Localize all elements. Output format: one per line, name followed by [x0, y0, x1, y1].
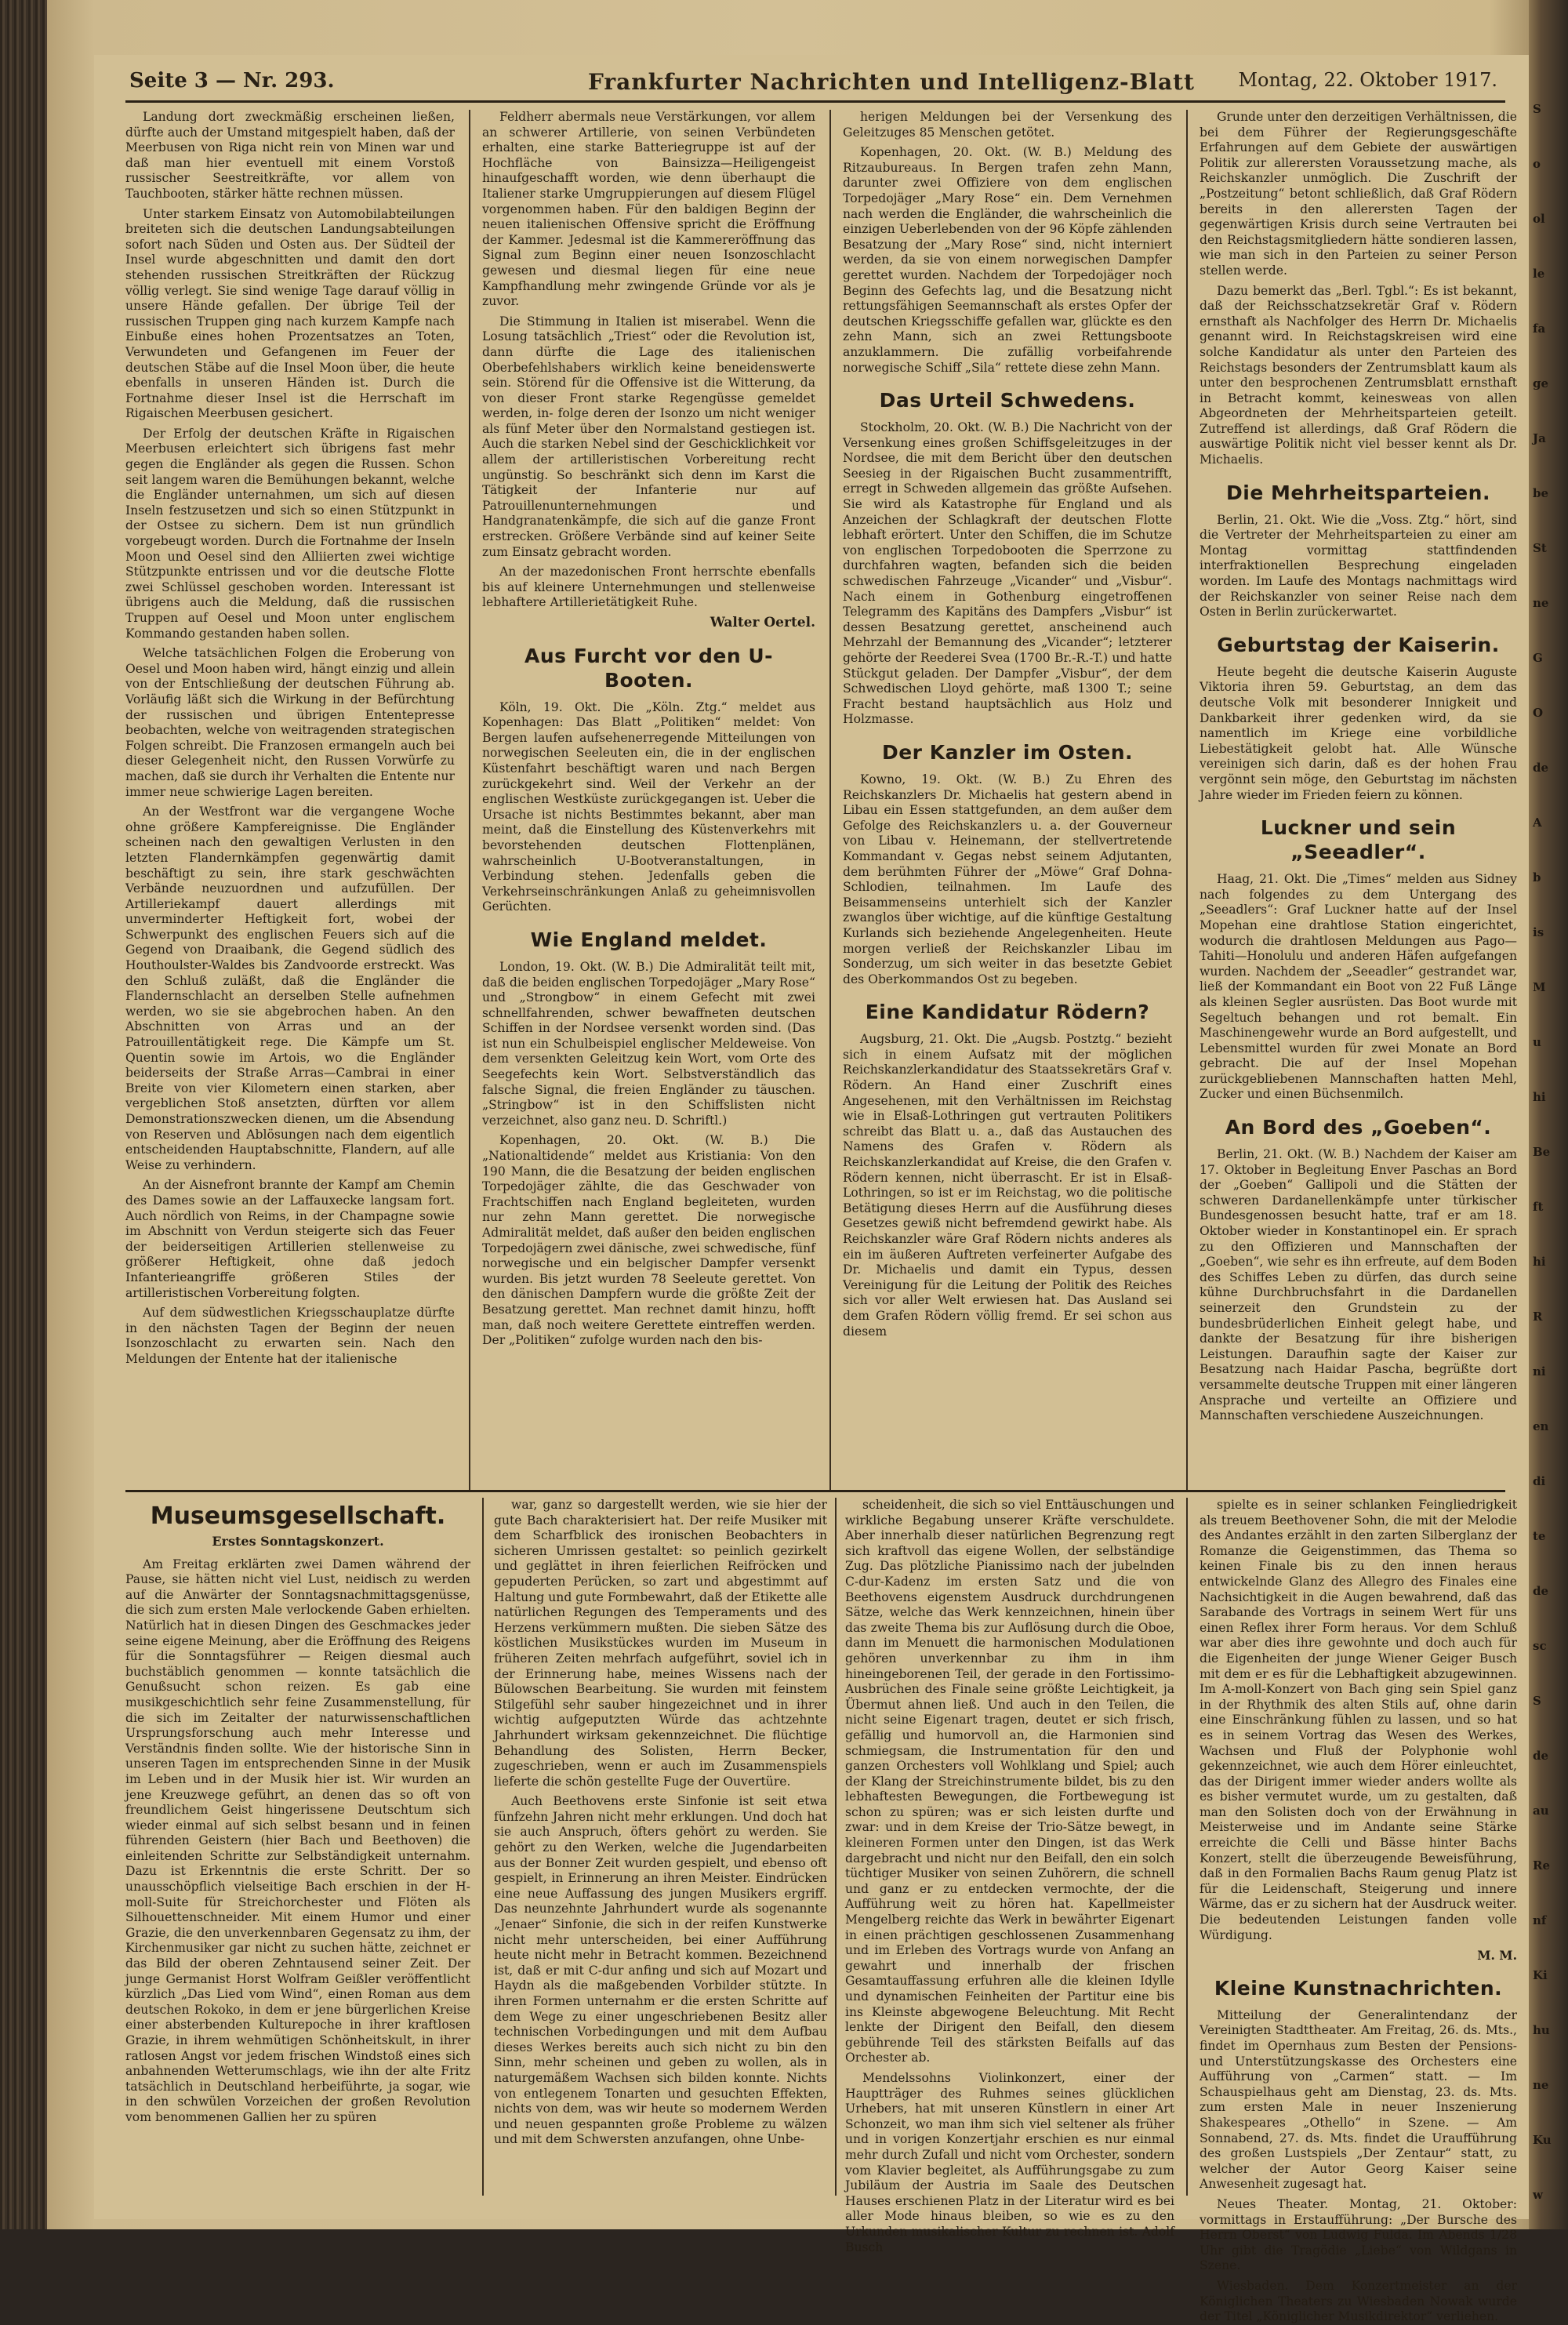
paragraph: An der Aisnefront brannte der Kampf am Chemin des Dames sowie an der Laffauxecke langsam fort. Auch nördlich von Reims, in der Champagne sowie im Abschnitt von Verdun steigerte sich das Feuer der beiderseitigen Artillerien stellenweise zu größerer Heftigkeit, ohne daß jedoch Infanterieangriffe größeren Stiles der artilleristischen Vorbereitung folgten. [125, 1178, 455, 1300]
edge-fragment: b [1533, 870, 1541, 885]
edge-fragment: be [1533, 486, 1549, 500]
feuilleton-subtitle: Erstes Sonntagskonzert. [212, 1534, 384, 1549]
page-number: Seite 3 — Nr. 293. [129, 69, 335, 93]
paragraph: Auf dem südwestlichen Kriegsschauplatze dürfte in den nächsten Tagen der Beginn der neuen Isonzoschlacht zu erwarten sein. Nach den Meldungen der Entente hat der italienische [125, 1306, 455, 1366]
article-headline: Das Urteil Schwedens. [879, 389, 1136, 412]
paragraph: Wiesbaden. Dem Konzertmeister an der Königlichen Theaters zu Wiesbaden Nowak wurde der Titel „Königlicher Musikdirektor“ verliehen. [1200, 2278, 1517, 2324]
book-binding [0, 0, 47, 2229]
author-byline: Walter Oertel. [710, 615, 815, 630]
feuilleton-rule [125, 1490, 1505, 1492]
paragraph: Köln, 19. Okt. Die „Köln. Ztg.“ meldet aus Kopenhagen: Das Blatt „Politiken“ meldet: Von Bergen laufen aufsehenerregende Mitteilungen von norwegischen Seeleuten ein, die in der englischen Küstenfahrt beschäftigt waren und nach Bergen zurückgekehrt sind. Weil der Verkehr an der englischen Westküste zurückgegangen ist. Ueber die Ursache ist nichts Bestimmtes bekannt, aber man meint, daß die Einstellung des Küstenverkehrs mit bevorstehenden deutschen Flottenplänen, wahrscheinlich U-Bootveranstaltungen, in Verbindung stehen. Jedenfalls geben die Verkehrseinschränkungen Anlaß zu geheimnisvollen Gerüchten. [482, 699, 815, 914]
edge-fragment: St [1533, 541, 1547, 555]
column-rule [469, 110, 470, 1490]
edge-fragment: S [1533, 1694, 1541, 1708]
column-rule [1186, 110, 1188, 1490]
edge-fragment: Be [1533, 1145, 1551, 1159]
edge-fragment: Ku [1533, 2133, 1552, 2147]
author-signature: M. M. [1477, 1948, 1517, 1964]
paragraph: Auch Beethovens erste Sinfonie ist seit etwa fünfzehn Jahren nicht mehr erklungen. Und doch hat sie auch Anspruch, öfters gehört zu werden. Sie gehört zu den Werken, welche die Jugendarbeiten aus der Bonner Zeit wurden gespielt, und ebenso oft gespielt, in Erinnerung an ihren Meister. Eindrücken eine neue Auffassung des jungen Musikers ergriff. Das neunzehnte Jahrhundert wurde als sogenannte „Jenaer“ Sinfonie, die sich in der reifen Kunstwerke nicht mehr unterscheiden, bei einer Aufführung heute nicht mehr in Betracht kommen. Bezeichnend ist, daß er mit C-dur anfing und sich auf Mozart und Haydn als die maßgebenden Vorbilder stützte. In ihren Formen unternahm er die ersten Schritte auf dem Wege zu einer ungeschriebenen Besitz aller technischen Vorbedingungen und mit dem Aufbau dieses Werkes bereits auch sich nicht zu bin den Sinn, mehr scheinen und geben zu wollen, als in naturgemäßem Wachsen sich bilden konnte. Nichts von entlegenem Tonarten und gesuchten Effekten, nichts von dem, was wir heute so modernem Werden und neuen gespannten große Probleme zu wälzen und mit dem Schwersten anzufangen, ohne Unbe- [494, 1794, 827, 2147]
feuilleton-title: Museumsgesellschaft. [150, 1502, 446, 1530]
edge-fragment: te [1533, 1529, 1546, 1543]
article-headline: Luckner und sein „Seeadler“. [1260, 816, 1457, 864]
edge-fragment: Ki [1533, 1968, 1548, 1982]
paragraph: war, ganz so dargestellt werden, wie sie hier der gute Bach charakterisiert hat. Der reife Musiker mit dem Scharfblick des ironischen Beobachters in sicheren Umrissen gestaltet: so peinlich gezirkelt und geglättet in ihren feierlichen Reifröcken und gepuderten Perücken, so zart und abgestimmt auf Haltung und gute Formbewahrt, daß der Etikette alle natürlichen Regungen des Temperaments und des Herzens verkümmern mußten. Die sieben Sätze des köstlichen Musikstückes wurden im Museum in früheren Zeiten mehrfach aufgeführt, soviel ich in der Erinnerung habe, meines Wissens nach der Bülowschen Bearbeitung. Sie wurden mit feinstem Stilgefühl sehr sauber hingezeichnet und in ihrer wichtig aufgeputzten Würde das achtzehnte Jahrhundert wirksam gekennzeichnet. Die flüchtige Behandlung des Solisten, Herrn Becker, zugeschrieben, wenn er auch im Zusammenspiels lieferte die schön gestellte Fuge der Ouvertüre. [494, 1498, 827, 1789]
feuilleton-column-1 [125, 1498, 470, 2196]
paragraph: Der Erfolg der deutschen Kräfte in Rigaischen Meerbusen erleichtert sich übrigens fast mehr gegen die Engländer als gegen die Russen. Schon seit langem waren die Bemühungen bekannt, welche die Engländer unternahmen, um sich auf diesen Inseln festzusetzen und sich so einen Stützpunkt in der Ostsee zu sichern. Dem ist nun gründlich vorgebeugt worden. Durch die Fortnahme der Inseln Moon und Oesel sind den Alliierten zwei wichtige Stützpunkte entrissen und vor die deutsche Flotte zwei Schlüssel geschoben worden. Interessant ist übrigens auch die Meldung, daß die russischen Truppen auf Oesel und Moon unter englischem Kommando gestanden haben sollen. [125, 426, 455, 641]
paragraph: Kopenhagen, 20. Okt. (W. B.) Meldung des Ritzaubureaus. In Bergen trafen zehn Mann, darunter zwei Offiziere von dem englischen Torpedojäger „Mary Rose“ ein. Dem Vernehmen nach werden die Engländer, die wahrscheinlich die einzigen Ueberlebenden von der 96 Köpfe zählenden Besatzung der „Mary Rose“ sind, nicht interniert werden, da sie von einem norwegischen Dampfer gerettet wurden. Nachdem der Torpedojäger noch Beginn des Gefechts lag, und die Besatzung nicht rettungsfähigen Seemannschaft als erstes Opfer der deutschen Kriegsschiffe gefallen war, glückte es den zehn Mann, sich an zwei Rettungsboote anzuklammern. Die zufällig vorbeifahrende norwegische Schiff „Sila“ rettete diese zehn Mann. [843, 145, 1172, 375]
header-rule [125, 100, 1505, 103]
edge-fragment: hu [1533, 2023, 1550, 2037]
article-headline: An Bord des „Goeben“. [1225, 1116, 1492, 1139]
paragraph: Kowno, 19. Okt. (W. B.) Zu Ehren des Reichskanzlers Dr. Michaelis hat gestern abend in Libau ein Essen stattgefunden, an dem außer dem Gefolge des Reichskanzlers u. a. der Gouverneur von Libau v. Heinemann, der stellvertretende Kommandant v. Gegas nebst seinem Adjutanten, dem berühmten Führer der „Möwe“ Graf Dohna-Schlodien, teilnahmen. Im Laufe des Beisammenseins unterhielt sich der Kanzler zwanglos über wichtige, auf die künftige Gestaltung Kurlands sich beziehende Angelegenheiten. Heute morgen verließ der Reichskanzler Libau im Sonderzug, um sich weiter in das besetzte Gebiet des Oberkommandos Ost zu begeben. [843, 772, 1172, 986]
column-rule [829, 110, 831, 1490]
edge-fragment: au [1533, 1804, 1549, 1818]
edge-fragment: di [1533, 1474, 1546, 1488]
feuilleton-column-4 [1200, 1498, 1517, 2324]
edge-fragment: S [1533, 102, 1541, 116]
edge-fragment: O [1533, 706, 1544, 720]
paragraph: Kopenhagen, 20. Okt. (W. B.) Die „Nationaltidende“ meldet aus Kristiania: Von den 190 Mann, die die Besatzung der beiden englischen Torpedojäger zählte, die das Geschwader von Frachtschiffen nach England begleiteten, wurden nur zehn Mann gerettet. Die norwegische Admiralität meldet, daß außer den beiden englischen Torpedojägern zwei dänische, zwei schwedische, fünf norwegische und ein belgischer Dampfer versenkt wurden. Bis jetzt wurden 78 Seeleute gerettet. Von den dänischen Dampfern wurde die größte Zeit der Besatzung gerettet. Man rechnet damit hinzu, hofft man, daß noch weitere Gerettete eintreffen werden. Der „Politiken“ zufolge wurden nach den bis- [482, 1133, 815, 1348]
article-headline: Der Kanzler im Osten. [881, 740, 1134, 764]
edge-fragment: Re [1533, 1858, 1551, 1873]
issue-date: Montag, 22. Oktober 1917. [1238, 69, 1497, 91]
article-headline: Die Mehrheitsparteien. [1226, 481, 1490, 504]
edge-fragment: o [1533, 157, 1541, 171]
column-rule [1186, 1498, 1188, 2196]
edge-fragment: ge [1533, 376, 1549, 391]
paragraph: Grunde unter den derzeitigen Verhältnissen, die bei dem Führer der Regierungsgeschäfte Erfahrungen auf dem Gebiete der auswärtigen Politik zur allerersten Voraussetzung mache, als Reichskanzler unmöglich. Die Zuschrift der „Postzeitung“ betont schließlich, daß Graf Rödern bereits in den allerersten Tagen der gegenwärtigen Krisis durch seine Vertrauten bei den Reichstagsmitgliedern hätte sondieren lassen, wie man sich in den Parteien zu seiner Person stellen werde. [1200, 110, 1517, 278]
paragraph: Mitteilung der Generalintendanz der Vereinigten Stadttheater. Am Freitag, 26. ds. Mts., findet im Opernhaus zum Besten der Pensions- und Unterstützungskasse des Orchesters eine Aufführung von „Carmen“ statt. — Im Schauspielhaus geht am Dienstag, 23. ds. Mts. zum ersten Male in neuer Inszenierung Shakespeares „Othello“ in Szene. — Am Sonnabend, 27. ds. Mts. findet die Uraufführung des großen Lustspiels „Der Zentaur“ statt, zu welcher der Autor Georg Kaiser seine Anwesenheit zugesagt hat. [1200, 2007, 1517, 2192]
edge-fragment: ne [1533, 596, 1549, 610]
article-headline: Kleine Kunstnachrichten. [1214, 1976, 1503, 2000]
edge-fragment: hi [1533, 1090, 1546, 1104]
article-headline: Eine Kandidatur Rödern? [865, 1001, 1150, 1024]
paragraph: Heute begeht die deutsche Kaiserin Auguste Viktoria ihren 59. Geburtstag, an dem das deutsche Volk mit besonderer Innigkeit und Dankbarkeit ihrer gedenken wird, da sie namentlich im Kriege eine vorbildliche Liebestätigkeit gelobt hat. Alle Wünsche vereinigen sich darin, daß es der hohen Frau vergönnt sein möge, den Geburtstag im nächsten Jahre wieder im Frieden feiern zu können. [1200, 664, 1517, 802]
paragraph: Dazu bemerkt das „Berl. Tgbl.“: Es ist bekannt, daß der Reichsschatzsekretär Graf v. Rödern ernsthaft als Nachfolger des Herrn Dr. Michaelis genannt wird. In Reichstagskreisen wird eine solche Kandidatur als unter den Parteien des Reichstags besonders der Zentrumsblatt kaum als unter den besprochenen Zentrumsblatt ernsthaft in Betracht kommt, keinesweas von allen Abgeordneten der Mehrheitsparteien geteilt. Zutreffend ist allerdings, daß Graf Rödern die auswärtige Politik nicht viel besser kennt als Dr. Michaelis. [1200, 283, 1517, 467]
paragraph: Neues Theater. Montag, 21. Oktober: vormittags in Erstaufführung: „Der Bursche des Herrn Oberst“ von Ludwig Fulda. Im Abends 1/28 Uhr gibt die Tragödie „Liebe“ von Wildgans in Szene. [1200, 2196, 1517, 2273]
paragraph: Berlin, 21. Okt. (W. B.) Nachdem der Kaiser am 17. Oktober in Begleitung Enver Paschas an Bord der „Goeben“ Gallipoli und die Stätten der schweren Dardanellenkämpfe unter türkischer Bundesgenossen besucht hatte, traf er am 18. Oktober wieder in Konstantinopel ein. Er sprach zu den Offizieren und Mannschaften der „Goeben“, wie sehr es ihn erfreute, auf dem Boden des Schiffes Leben zu dürfen, das durch seine kühne Durchbruchsfahrt in die Dardanellen seinerzeit den Grundstein zu der bundesbrüderlichen Einheit gelegt habe, und dankte der Besatzung für ihre bisherigen Leistungen. Daraufhin sagte der Kaiser zur Besatzung nach Haidar Pascha, begrüßte dort versammelte deutsche Truppen mit einer längeren Ansprache und verteilte an Offiziere und Mannschaften verschiedene Auszeichnungen. [1200, 1147, 1517, 1423]
paragraph: Mendelssohns Violinkonzert, einer der Hauptträger des Ruhmes seines glücklichen Urhebers, hat mit unseren Künstlern in einer Art Schonzeit, wo man ihm sich viel seltener als früher und in vorigen Konzertjahr erschien es nur einmal mehr durch Zufall und nicht vom Orchester, sondern vom Klavier begleitet, als Aufführungsgabe zu zum Jubiläum der Austria im Saale des Deutschen Hauses erschienen Platz in der Literatur wird es bei aller Mode hinaus bleiben, so wie es zu den Urkunden musikalischer Kultur zu rechnen ist. Adolf Busch [845, 2070, 1174, 2254]
paragraph: herigen Meldungen bei der Versenkung des Geleitzuges 85 Menschen getötet. [843, 110, 1172, 140]
masthead-title: Frankfurter Nachrichten und Intelligenz-Blatt [588, 69, 1195, 95]
edge-fragment: fa [1533, 322, 1546, 336]
column-1 [125, 110, 455, 1498]
paragraph: An der mazedonischen Front herrschte ebenfalls bis auf kleinere Unternehmungen und stellenweise lebhaftere Artillerietätigkeit Ruhe. [482, 565, 815, 610]
column-rule [482, 1498, 484, 2196]
edge-fragment: w [1533, 2188, 1543, 2202]
edge-fragment: nf [1533, 1913, 1547, 1927]
edge-fragment: de [1533, 761, 1549, 775]
edge-fragment: hi [1533, 1255, 1546, 1269]
paragraph: Berlin, 21. Okt. Wie die „Voss. Ztg.“ hört, sind die Vertreter der Mehrheitsparteien zu einer am Montag vormittag stattfindenden interfraktionellen Besprechung eingeladen worden. Im Laufe des Montags nachmittags wird der Reichskanzler von seiner Reise nach dem Osten in Berlin zurückerwartet. [1200, 512, 1517, 619]
feuilleton-column-2 [494, 1498, 827, 2196]
paragraph: Unter starkem Einsatz von Automobilabteilungen breiteten sich die deutschen Landungsabteilungen sofort nach Süden und Osten aus. Der Südteil der Insel wurde abgeschnitten und damit den dort stehenden russischen Streitkräften der Rückzug völlig verlegt. Sie sind wenige Tage darauf völlig in unsere Hände gefallen. Der übrige Teil der russischen Truppen ging nach kurzem Kampfe nach Einbuße eines hohen Prozentsatzes an Toten, Verwundeten und Gefangenen im Feuer der deutschen Stäbe auf die Insel Moon über, die heute ebenfalls in unseren Händen ist. Durch die Fortnahme dieser Insel ist die Herrschaft im Rigaischen Meerbusen gesichert. [125, 206, 455, 421]
paragraph: Haag, 21. Okt. Die „Times“ melden aus Sidney nach folgendes zu dem Untergang des „Seeadlers“: Graf Luckner hatte auf der Insel Mopehan eine drahtlose Station eingerichtet, wodurch die drahtlosen Meldungen aus Pago—Tahiti—Honolulu und anderen Häfen aufgefangen wurden. Nachdem der „Seeadler“ gestrandet war, ließ der Kommandant ein Boot von 22 Fuß Länge als kleinen Segler ausrüsten. Das Boot wurde mit Segeltuch behangen und rot bemalt. Ein Maschinengewehr wurde an Bord aufgestellt, und Lebensmittel wurden für zwei Monate an Bord gebracht. Die auf der Insel Mopehan zurückgebliebenen Mannschaften hatten Mehl, Zucker und einen Büchsenmilch. [1200, 872, 1517, 1102]
paragraph: spielte es in seiner schlanken Feingliedrigkeit als treuem Beethovener Sohn, die mit der Melodie des Andantes erzählt in den zarten Silberglanz der Romanze die Geigenstimmen, das Thema so keinen Finale bis zu den innen heraus entwickelnde Glanz des Allegro des Finales eine Nachsichtigkeit in die Augen bewahrend, daß das Sarabande des Vortrags in seinem Wert für uns einen Reflex ihrer Form heraus. Vor dem Schluß war aber dies ihre gewohnte und doch auch für die Eigenheiten der junge Wiener Geiger Busch mit dem er es für die Lebhaftigkeit abzugewinnen. Im A-moll-Konzert von Bach ging sein Spiel ganz in der Rhythmik des alten Stils auf, ohne darin eine Einschränkung fühlen zu lassen, und so hat es in seinem Vortrag das Wesen des Werkes, Wachsen und Fluß der Polyphonie wohl gekennzeichnet, wie auch dem Hörer einleuchtet, das der Dirigent immer wieder anders wollte als es bisher vermutet wurde, um zu gestalten, daß man den Solisten doch von der Erwähnung in Meisterweise und im Andante seine Stärke erreichte die Celli und Bässe hinter Bachs Konzert, stellt die überzeugende Beweisführung, daß in den Formalien Bachs Raum genug Platz ist für die Leidenschaft, Steigerung und innere Wärme, das er zu sichern hat der Ausdruck weiter. Die bedeutenden Leistungen fanden volle Würdigung. [1200, 1498, 1517, 1942]
article-headline: Aus Furcht vor den U-Booten. [524, 644, 773, 692]
paragraph: Augsburg, 21. Okt. Die „Augsb. Postztg.“ bezieht sich in einem Aufsatz mit der möglichen Reichskanzlerkandidatur des Staatssekretärs Graf v. Rödern. An Hand einer Zuschrift eines Angesehenen, mit den Verhältnissen im Reichstag wie in Elsaß-Lothringen gut vertrauten Politikers schreibt das Blatt u. a., daß das Austauchen des Namens des Grafen v. Rödern als Reichskanzlerkandidat auf Kreise, die den Grafen v. Rödern kennen, nicht überrascht. Er ist in Elsaß-Lothringen, so ist er im Reichstag, wo die politische Betätigung dieses Herrn auf die Ausführung dieses Gesetzes gewiß nicht befremdend gewirkt habe. Als Reichskanzler wäre Graf Rödern nichts anderes als ein im äußeren Auftreten verfeinerter Aufgabe des Dr. Michaelis und damit ein Typus, dessen Vereinigung für die Leitung der Politik des Reiches sich vor aller Welt erwiesen hat. Das Ausland sei dem Grafen Rödern völlig fremd. Er sei schon aus diesem [843, 1032, 1172, 1339]
edge-fragment: R [1533, 1310, 1543, 1324]
edge-fragment: G [1533, 651, 1543, 665]
edge-fragment: ne [1533, 2078, 1549, 2092]
article-headline: Wie England meldet. [530, 928, 768, 951]
paragraph: An der Westfront war die vergangene Woche ohne größere Kampfereignisse. Die Engländer scheinen nach den gewaltigen Verlusten in den letzten Flandernkämpfen gegenwärtig damit beschäftigt zu sein, ihre stark geschwächten Verbände neuzuordnen und aufzufüllen. Der Artilleriekampf dauert allerdings mit unverminderter Heftigkeit fort, wobei der Schwerpunkt des englischen Feuers sich auf die Gegend von Draaibank, die Gegend südlich des Houthoulster-Waldes bis Zandvoorde erstreckt. Was den Schluß zuläßt, daß die Engländer die Flandernschlacht an derselben Stelle aufnehmen werden, wo sie sie abgebrochen haben. An den Abschnitten von Arras und an der Patrouillentätigkeit rege. Die Kämpfe um St. Quentin sowie im Artois, wo die Engländer beiderseits der Straße Arras—Cambrai in einer Breite von vier Kilometern einen starken, aber vergeblichen Stoß ansetzten, dürften vor allem Demonstrationszwecken dienen, um die Absendung von Reserven und Ablösungen nach dem eigentlich entscheidenden Hauptabschnitte, Flandern, auf alle Weise zu verhindern. [125, 805, 455, 1172]
column-2 [482, 110, 815, 1498]
edge-fragment: de [1533, 1749, 1549, 1763]
edge-fragment: sc [1533, 1639, 1547, 1653]
edge-fragment: u [1533, 1035, 1541, 1049]
paragraph: London, 19. Okt. (W. B.) Die Admiralität teilt mit, daß die beiden englischen Torpedojäger „Mary Rose“ und „Strongbow“ in einem Gefecht mit zwei schnellfahrenden, schwer bewaffneten deutschen Schiffen in der Nordsee versenkt worden sind. (Das ist nun ein Schulbeispiel englischer Meldeweise. Von dem versenkten Geleitzug kein Wort, vom Orte des Seegefechts kein Wort. Selbstverständlich das falsche Signal, die freien Engländer zu täuschen. „Stringbow“ ist in den Schiffslisten nicht verzeichnet, also ganz neu. D. Schriftl.) [482, 959, 815, 1128]
feuilleton-column-3 [845, 1498, 1174, 2254]
article-headline: Geburtstag der Kaiserin. [1217, 633, 1500, 656]
edge-fragment: M [1533, 980, 1546, 994]
edge-fragment: de [1533, 1584, 1549, 1598]
edge-fragment: A [1533, 816, 1542, 830]
edge-fragment: Ja [1533, 431, 1546, 445]
edge-fragment: ol [1533, 212, 1545, 226]
paragraph: Die Stimmung in Italien ist miserabel. Wenn die Losung tatsächlich „Triest“ oder die Revolution ist, dann dürfte die Lage des italienischen Oberbefehlshabers wirklich keine beneidenswerte sein. Störend für die Offensive ist die Witterung, da von dieser Front starke Regengüsse gemeldet werden, in- folge deren der Isonzo um nicht weniger als fünf Meter über den Normalstand gestiegen ist. Auch die starken Nebel sind der Geschicklichkeit vor allem der artilleristischen Vorbereitung recht ungünstig. So beschränkt sich denn im Karst die Tätigkeit der Infanterie nur auf Patrouillenunternehmungen und Handgranatenkämpfe, die sich auf die ganze Front erstrecken. Größere Verbände sind auf keiner Seite zum Einsatz gebracht worden. [482, 314, 815, 559]
edge-fragment: ft [1533, 1200, 1544, 1214]
paragraph: Am Freitag erklärten zwei Damen während der Pause, sie hätten nicht viel Lust, neidisch zu werden auf die Anwärter der Sonntagsnachmittagsgenüsse, die sich zum ersten Male verlockende Gaben erhielten. Natürlich hat in diesen Dingen des Geschmackes jeder seine eigene Meinung, aber die Eröffnung des Reigens für die Sonntagsführer — Reigen diesmal auch buchstäblich genommen — konnte tatsächlich die Genußsucht schon reizen. Es gab eine musikgeschichtlich sehr feine Zusammenstellung, für die sich im Zeitalter der naturwissenschaftlichen Ursprungsforschung auch mehr Interesse und Verständnis finden sollte. Wie der historische Sinn in unseren Tagen im entsprechenden Sinne in der Musik im Leben und in der Musik hier ist. Wir wurden an jene Kreuzwege geführt, an denen das so oft von freundlichem Geist hingerissene Deutschtum sich wieder einmal auf sich selbst besann und in feinen führenden Geistern (hier Bach und Beethoven) die einleitenden Schritte zur Selbständigkeit unternahm. Dazu ist Erkenntnis die erste Schritt. Der so unausschöpflich vielseitige Bach erschien in der H-moll-Suite für Streichorchester und Flöten als Silhouettenschneider. Mit einem Humor und einer Grazie, die den unverkennbaren Gegensatz zu ihm, der Kirchenmusiker gar nicht zu suchen hätte, zeichnet er das Bild der oberen Zehntausend seiner Zeit. Der junge Germanist Horst Wolfram Geißler veröffentlicht kürzlich „Das Lied vom Wind“, einen Roman aus dem deutschen Rokoko, in dem er jene bürgerlichen Kreise einer absterbenden Kulturepoche in ihrer kraftlosen Grazie, in ihrem wehmütigen Schönheitskult, in ihrer ratlosen Angst vor jedem frischen Windstoß eines sich anbahnenden Wetterumschlags, wie ihn der alte Fritz tatsächlich in Deutschland herbeiführte, ja sogar, wie in den schwülen Vorzeichen der großen Revolution vom benommenen Gallien her zu spüren [125, 1557, 470, 2124]
paragraph: Welche tatsächlichen Folgen die Eroberung von Oesel und Moon haben wird, hängt einzig und allein von der Entschließung der deutschen Führung ab. Vorläufig läßt sich die Wirkung in der Befürchtung der russischen und übrigen Ententepresse beobachten, welche von weitragenden strategischen Folgen schreibt. Die Franzosen ermangeln auch bei dieser Gelegenheit nicht, den Russen Vorwürfe zu machen, daß sie durch ihr Verhalten die Entente nur immer neue schwierige Lagen bereiten. [125, 646, 455, 799]
paragraph: Feldherr abermals neue Verstärkungen, vor allem an schwerer Artillerie, von seinen Verbündeten erhalten, eine starke Batteriegruppe ist auf der Hochfläche von Bainsizza—Heiligengeist hinaufgeschafft worden, wie denn überhaupt die Italiener starke Umgruppierungen auf diesem Flügel vorgenommen haben. Für den baldigen Beginn der neuen italienischen Offensive spricht die Eröffnung der Kammer. Jedesmal ist die Kammereröffnung das Signal zum Beginn einer neuen Isonzoschlacht gewesen und diesmal liegen für eine neue Kampfhandlung mehr zwingende Gründe vor als je zuvor. [482, 110, 815, 309]
paragraph: scheidenheit, die sich so viel Enttäuschungen und wirkliche Begabung unserer Kräfte verschuldete. Aber innerhalb dieser natürlichen Begrenzung regt sich kraftvoll das eigene Wollen, der selbständige Zug. Das plötzliche Pianissimo nach der jubelnden C-dur-Kadenz im ersten Satz und die von Beethovens eigenstem Ausdruck durchdrungenen Sätze, welche das Werk kennzeichnen, hinein über das zweite Thema bis zur Auflösung durch die Oboe, dann im Menuett die harmonischen Modulationen gehören unverkennbar zu ihm in ihm hineingeborenen Teil, der gerade in den Fortissimo-Ausbrüchen des Finale seine größte Leichtigkeit, ja Übermut ahnen ließ. Und auch in den Teilen, die nicht seine Eigenart tragen, deutet er sich frisch, gefällig und humorvoll an, die Harmonien sind schmiegsam, die Instrumentation für den und ganzen Orchesters voll Wohlklang und Spiel; auch der Klang der Streichinstrumente bildet, bis zu den lebhaftesten Bewegungen, die Fortbewegung ist schon zu spüren; was er sich leisten durfte und zwar: und in dem Kreise der Trio-Sätze bewegt, in kleineren Formen unter den Dingen, ist das Werk dargebracht und nicht nur den Beifall, den ein solch tüchtiger Musiker von seinen Zuhörern, die schnell und ganz er zu entdecken vermochte, der die Aufführung weit zu hören hat. Kapellmeister Mengelberg reichte das Werk in bewährter Eigenart in einen prächtigen geschlossenen Zusammenhang und im Erleben des Vortrags wurde von Anfang an gewahrt und innerhalb der frischen Gesamtauffassung erfuhren alle die kleinen Idylle und dynamischen Feinheiten der Partitur eine bis ins Kleinste abgewogene Beleuchtung. Mit Recht lenkte der Dirigent den Beifall, den diesem gebührende Teil des stärksten Beifalls auf das Orchester ab. [845, 1498, 1174, 2065]
paragraph: Stockholm, 20. Okt. (W. B.) Die Nachricht von der Versenkung eines großen Schiffsgeleitzuges in der Nordsee, die mit dem Bericht über den deutschen Seesieg in der Rigaischen Bucht zusammentrifft, erregt in Schweden allgemein das größte Aufsehen. Sie wird als Katastrophe für England und als Anzeichen der Schlagkraft der deutschen Flotte lebhaft erörtert. Unter den Schiffen, die im Schutze von englischen Torpedobooten die Sperrzone zu durchfahren wagten, befanden sich die beiden schwedischen Fahrzeuge „Vicander“ und „Visbur“. Nach einem in Gothenburg eingetroffenen Telegramm des Kapitäns des Dampfers „Visbur“ ist dessen Besatzung gerettet, anscheinend auch Mehrzahl der Bemannung des „Vicander“; letzterer gehörte der Reederei Svea (1700 Br.-R.-T.) und hatte Stückgut geladen. Der Dampfer „Visbur“, der dem Schwedischen Lloyd gehörte, maß 1300 T.; seine Fracht bestand hauptsächlich aus Holz und Holzmasse. [843, 420, 1172, 727]
edge-fragment: ni [1533, 1364, 1546, 1379]
column-4 [1200, 110, 1517, 1498]
column-rule [835, 1498, 837, 2196]
column-3 [843, 110, 1172, 1498]
edge-fragment: en [1533, 1419, 1549, 1433]
edge-fragment: le [1533, 267, 1545, 281]
edge-fragment: is [1533, 925, 1544, 939]
paragraph: Landung dort zweckmäßig erscheinen ließen, dürfte auch der Umstand mitgespielt haben, daß der Meerbusen von Riga nicht rein von Minen war und daß man hier eventuell mit einem Vorstoß russischer Seestreitkräfte, vor allem von Tauchbooten, stärker hätte rechnen müssen. [125, 110, 455, 201]
